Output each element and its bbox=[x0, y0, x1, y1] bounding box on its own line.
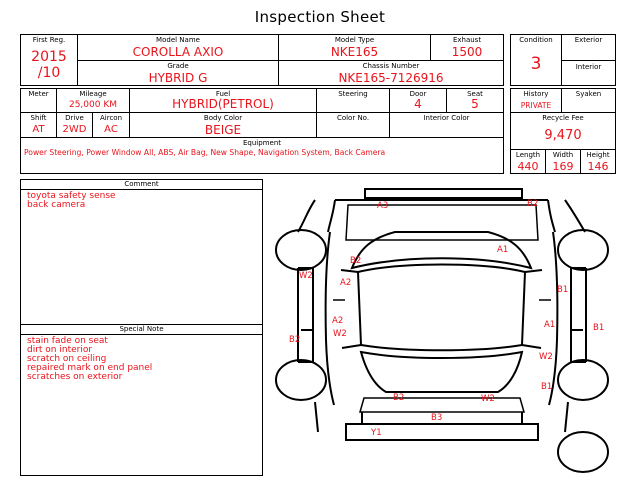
height-label: Height bbox=[586, 151, 610, 159]
comment-label: Comment bbox=[124, 180, 159, 188]
syaken-label: Syaken bbox=[575, 90, 602, 98]
body-color-value: BEIGE bbox=[204, 123, 242, 137]
hood bbox=[346, 205, 538, 240]
aircon-value: AC bbox=[104, 124, 118, 135]
seat-label: Seat bbox=[467, 90, 483, 98]
length-label: Length bbox=[515, 151, 541, 159]
condition-label: Condition bbox=[519, 36, 553, 44]
color-no-label: Color No. bbox=[336, 114, 370, 122]
comment-line: toyota safety sense bbox=[27, 191, 116, 201]
front-bumper bbox=[365, 189, 522, 198]
grade-label: Grade bbox=[167, 62, 189, 70]
chassis-number-label: Chassis Number bbox=[362, 62, 420, 70]
special-note-label: Special Note bbox=[119, 325, 164, 333]
mileage-label: Mileage bbox=[79, 90, 107, 98]
equipment-label: Equipment bbox=[243, 139, 281, 147]
recycle-fee-label: Recycle Fee bbox=[542, 114, 584, 122]
mileage-value: 25,000 KM bbox=[68, 100, 118, 110]
damage-mark: B2 bbox=[289, 335, 301, 345]
damage-mark: W2 bbox=[299, 271, 313, 281]
history-label: History bbox=[523, 90, 549, 98]
damage-mark: A2 bbox=[332, 316, 344, 326]
model-type-value: NKE165 bbox=[330, 45, 379, 59]
damage-mark: A2 bbox=[340, 278, 352, 288]
width-value: 169 bbox=[552, 160, 574, 173]
special-note-line: repaired mark on end panel bbox=[27, 363, 153, 373]
damage-mark: B1 bbox=[593, 323, 605, 333]
damage-mark: B3 bbox=[431, 413, 443, 423]
first-reg-year: 2015 bbox=[31, 49, 67, 65]
aircon-label: Aircon bbox=[99, 114, 123, 122]
damage-mark: A1 bbox=[544, 320, 556, 330]
steering-label: Steering bbox=[338, 90, 368, 98]
interior-label: Interior bbox=[575, 63, 602, 71]
wheel-front-right bbox=[558, 230, 608, 270]
damage-mark: A3 bbox=[377, 201, 389, 211]
damage-mark: B2 bbox=[527, 199, 539, 209]
trunk bbox=[360, 398, 524, 412]
drive-value: 2WD bbox=[62, 124, 87, 135]
shift-value: AT bbox=[32, 124, 45, 135]
body-color-label: Body Color bbox=[203, 114, 243, 122]
damage-mark: W2 bbox=[539, 352, 553, 362]
damage-mark: W2 bbox=[333, 329, 347, 339]
damage-mark: B2 bbox=[393, 393, 405, 403]
first-reg-label: First Reg. bbox=[32, 36, 66, 44]
exhaust-label: Exhaust bbox=[452, 36, 482, 44]
model-type-label: Model Type bbox=[334, 36, 375, 44]
meter-label: Meter bbox=[28, 90, 49, 98]
door-label: Door bbox=[409, 90, 427, 98]
drive-label: Drive bbox=[65, 114, 84, 122]
wheel-rear-right bbox=[558, 360, 608, 400]
special-note-line: scratches on exterior bbox=[27, 372, 123, 382]
grade-value: HYBRID G bbox=[148, 71, 208, 85]
first-reg-month: /10 bbox=[37, 65, 61, 81]
model-name-label: Model Name bbox=[156, 36, 200, 44]
rear-window bbox=[361, 352, 522, 392]
height-value: 146 bbox=[587, 160, 609, 173]
damage-mark: B1 bbox=[557, 285, 569, 295]
interior-color-label: Interior Color bbox=[423, 114, 470, 122]
chassis-number-value: NKE165-7126916 bbox=[338, 71, 444, 85]
damage-mark: A1 bbox=[497, 245, 509, 255]
sheet-title: Inspection Sheet bbox=[254, 8, 386, 26]
roof bbox=[358, 265, 525, 351]
condition-value: 3 bbox=[530, 54, 542, 74]
history-value: PRIVATE bbox=[520, 101, 552, 110]
wheel-front-left bbox=[276, 230, 326, 270]
recycle-fee-value: 9,470 bbox=[544, 128, 582, 143]
equipment-value: Power Steering, Power Window All, ABS, Air Bag, New Shape, Navigation System, Back Camera bbox=[24, 148, 386, 157]
wheel-rear-left bbox=[276, 360, 326, 400]
model-name-value: COROLLA AXIO bbox=[132, 45, 224, 59]
special-note-line: scratch on ceiling bbox=[27, 354, 107, 364]
damage-mark: B2 bbox=[350, 256, 362, 266]
width-label: Width bbox=[552, 151, 574, 159]
spare-wheel bbox=[558, 432, 608, 472]
seat-value: 5 bbox=[471, 97, 479, 111]
fuel-label: Fuel bbox=[215, 90, 231, 98]
length-value: 440 bbox=[517, 160, 539, 173]
comment-line: back camera bbox=[27, 200, 86, 210]
door-value: 4 bbox=[414, 97, 422, 111]
damage-mark: W2 bbox=[481, 394, 495, 404]
shift-label: Shift bbox=[30, 114, 47, 122]
special-note-line: dirt on interior bbox=[27, 345, 93, 355]
damage-mark: Y1 bbox=[371, 428, 382, 438]
damage-mark: B1 bbox=[541, 382, 553, 392]
special-note-line: stain fade on seat bbox=[27, 336, 108, 346]
body-right bbox=[549, 232, 557, 405]
exhaust-value: 1500 bbox=[451, 45, 483, 59]
fuel-value: HYBRID(PETROL) bbox=[172, 97, 274, 111]
exterior-label: Exterior bbox=[574, 36, 603, 44]
